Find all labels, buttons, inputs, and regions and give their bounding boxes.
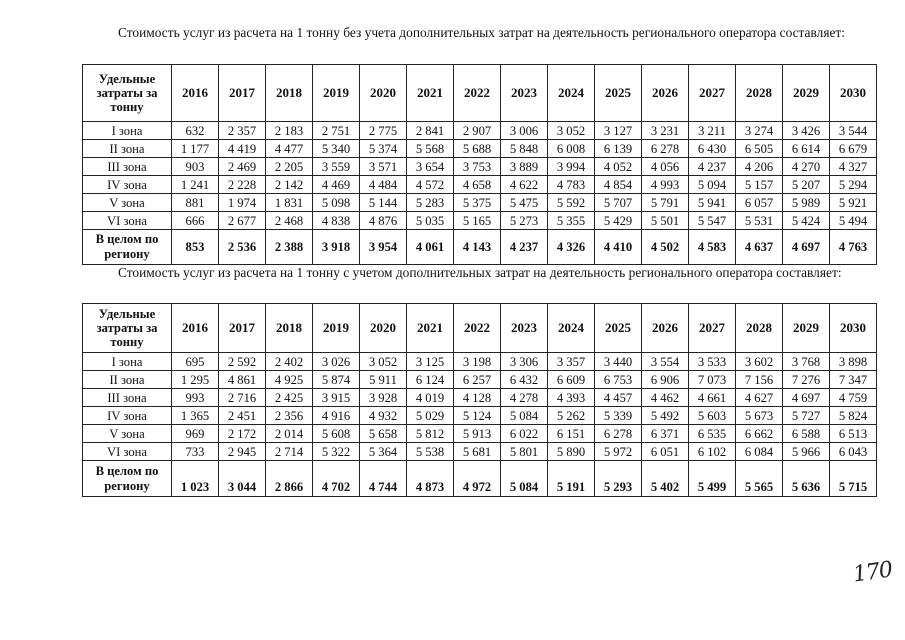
- value-cell: 5 727: [783, 407, 830, 425]
- value-cell: 5 475: [501, 194, 548, 212]
- table-row: [83, 212, 877, 230]
- value-cell: 5 921: [830, 194, 877, 212]
- value-cell: 1 365: [172, 407, 219, 425]
- value-cell: 2 205: [266, 158, 313, 176]
- year-header-cell: 2028: [736, 65, 783, 122]
- zone-label-cell: VI зона: [83, 443, 172, 461]
- value-cell: 3 198: [454, 353, 501, 371]
- value-cell: 4 838: [313, 212, 360, 230]
- value-cell: 5 824: [830, 407, 877, 425]
- value-cell: 5 812: [407, 425, 454, 443]
- value-cell: 5 972: [595, 443, 642, 461]
- value-cell: 4 469: [313, 176, 360, 194]
- value-cell: 5 603: [689, 407, 736, 425]
- value-cell: 2 142: [266, 176, 313, 194]
- zone-label-cell: III зона: [83, 389, 172, 407]
- value-cell: 5 364: [360, 443, 407, 461]
- value-cell: 5 848: [501, 140, 548, 158]
- total-value-cell: 4 873: [407, 461, 454, 497]
- year-header-cell: 2027: [689, 304, 736, 353]
- value-cell: 4 237: [689, 158, 736, 176]
- year-header-cell: 2018: [266, 304, 313, 353]
- value-cell: 6 662: [736, 425, 783, 443]
- table-row: [83, 158, 877, 176]
- value-cell: 3 026: [313, 353, 360, 371]
- value-cell: 5 801: [501, 443, 548, 461]
- value-cell: 5 094: [689, 176, 736, 194]
- value-cell: 5 157: [736, 176, 783, 194]
- value-cell: 5 913: [454, 425, 501, 443]
- year-header-cell: 2021: [407, 65, 454, 122]
- year-header-cell: 2024: [548, 65, 595, 122]
- value-cell: 6 084: [736, 443, 783, 461]
- value-cell: 5 791: [642, 194, 689, 212]
- value-cell: 6 124: [407, 371, 454, 389]
- total-value-cell: 3 044: [219, 461, 266, 497]
- value-cell: 6 102: [689, 443, 736, 461]
- value-cell: 3 554: [642, 353, 689, 371]
- value-cell: 3 533: [689, 353, 736, 371]
- value-cell: 2 356: [266, 407, 313, 425]
- value-cell: 5 492: [642, 407, 689, 425]
- value-cell: 6 609: [548, 371, 595, 389]
- table-row: [83, 371, 877, 389]
- value-cell: 3 052: [360, 353, 407, 371]
- year-header-cell: 2023: [501, 304, 548, 353]
- value-cell: 3 440: [595, 353, 642, 371]
- value-cell: 3 211: [689, 122, 736, 140]
- value-cell: 3 306: [501, 353, 548, 371]
- cost-table-without-extra-costs: [82, 64, 877, 265]
- header-cell-label: Удельные затраты за тонну: [83, 65, 172, 122]
- value-cell: 5 294: [830, 176, 877, 194]
- value-cell: 3 544: [830, 122, 877, 140]
- value-cell: 5 283: [407, 194, 454, 212]
- value-cell: 2 677: [219, 212, 266, 230]
- year-header-cell: 2020: [360, 304, 407, 353]
- total-value-cell: 4 326: [548, 230, 595, 265]
- value-cell: 7 347: [830, 371, 877, 389]
- value-cell: 2 402: [266, 353, 313, 371]
- value-cell: 5 375: [454, 194, 501, 212]
- value-cell: 4 419: [219, 140, 266, 158]
- year-header-cell: 2016: [172, 304, 219, 353]
- year-header-cell: 2025: [595, 65, 642, 122]
- value-cell: 2 714: [266, 443, 313, 461]
- value-cell: 5 568: [407, 140, 454, 158]
- year-header-cell: 2027: [689, 65, 736, 122]
- table-row: [83, 140, 877, 158]
- value-cell: 3 231: [642, 122, 689, 140]
- value-cell: 5 165: [454, 212, 501, 230]
- value-cell: 3 357: [548, 353, 595, 371]
- value-cell: 3 654: [407, 158, 454, 176]
- year-header-cell: 2020: [360, 65, 407, 122]
- value-cell: 969: [172, 425, 219, 443]
- year-header-cell: 2025: [595, 304, 642, 353]
- total-value-cell: 4 583: [689, 230, 736, 265]
- value-cell: 2 425: [266, 389, 313, 407]
- value-cell: 5 494: [830, 212, 877, 230]
- value-cell: 6 257: [454, 371, 501, 389]
- year-header-cell: 2019: [313, 304, 360, 353]
- year-header-cell: 2026: [642, 65, 689, 122]
- value-cell: 5 424: [783, 212, 830, 230]
- value-cell: 5 084: [501, 407, 548, 425]
- paragraph-without-extra-costs: [83, 24, 873, 42]
- value-cell: 5 547: [689, 212, 736, 230]
- value-cell: 4 270: [783, 158, 830, 176]
- value-cell: 6 906: [642, 371, 689, 389]
- value-cell: 3 571: [360, 158, 407, 176]
- value-cell: 5 207: [783, 176, 830, 194]
- paragraph-text: Стоимость услуг из расчета на 1 тонну с учетом дополнительных затрат на деятельность регионального оператора составляет:: [118, 265, 842, 280]
- table-row: [83, 176, 877, 194]
- table-header-row: [83, 65, 877, 122]
- value-cell: 3 898: [830, 353, 877, 371]
- value-cell: 5 707: [595, 194, 642, 212]
- table-row: [83, 443, 877, 461]
- year-header-cell: 2016: [172, 65, 219, 122]
- value-cell: 5 429: [595, 212, 642, 230]
- value-cell: 4 993: [642, 176, 689, 194]
- value-cell: 7 156: [736, 371, 783, 389]
- year-header-cell: 2021: [407, 304, 454, 353]
- total-value-cell: 853: [172, 230, 219, 265]
- value-cell: 2 775: [360, 122, 407, 140]
- value-cell: 4 128: [454, 389, 501, 407]
- value-cell: 1 974: [219, 194, 266, 212]
- year-header-cell: 2018: [266, 65, 313, 122]
- value-cell: 6 505: [736, 140, 783, 158]
- value-cell: 5 340: [313, 140, 360, 158]
- value-cell: 4 932: [360, 407, 407, 425]
- value-cell: 6 057: [736, 194, 783, 212]
- year-header-cell: 2022: [454, 304, 501, 353]
- table-row: [83, 122, 877, 140]
- total-value-cell: 4 502: [642, 230, 689, 265]
- cost-table-with-extra-costs: [82, 303, 877, 497]
- zone-label-cell: I зона: [83, 122, 172, 140]
- value-cell: 6 278: [642, 140, 689, 158]
- total-value-cell: 4 637: [736, 230, 783, 265]
- value-cell: 6 139: [595, 140, 642, 158]
- value-cell: 3 125: [407, 353, 454, 371]
- value-cell: 6 679: [830, 140, 877, 158]
- total-value-cell: 4 061: [407, 230, 454, 265]
- value-cell: 5 501: [642, 212, 689, 230]
- value-cell: 4 572: [407, 176, 454, 194]
- total-value-cell: 5 636: [783, 461, 830, 497]
- paragraph-with-extra-costs: [83, 264, 873, 282]
- value-cell: 5 966: [783, 443, 830, 461]
- value-cell: 6 051: [642, 443, 689, 461]
- value-cell: 5 941: [689, 194, 736, 212]
- value-cell: 4 783: [548, 176, 595, 194]
- value-cell: 3 559: [313, 158, 360, 176]
- total-value-cell: 5 499: [689, 461, 736, 497]
- value-cell: 3 928: [360, 389, 407, 407]
- table-total-row: [83, 230, 877, 265]
- value-cell: 2 172: [219, 425, 266, 443]
- value-cell: 6 513: [830, 425, 877, 443]
- value-cell: 5 273: [501, 212, 548, 230]
- total-value-cell: 4 972: [454, 461, 501, 497]
- value-cell: 6 371: [642, 425, 689, 443]
- zone-label-cell: I зона: [83, 353, 172, 371]
- value-cell: 6 614: [783, 140, 830, 158]
- value-cell: 5 124: [454, 407, 501, 425]
- value-cell: 5 035: [407, 212, 454, 230]
- total-value-cell: 5 191: [548, 461, 595, 497]
- value-cell: 2 014: [266, 425, 313, 443]
- value-cell: 2 945: [219, 443, 266, 461]
- value-cell: 1 177: [172, 140, 219, 158]
- year-header-cell: 2029: [783, 304, 830, 353]
- value-cell: 6 278: [595, 425, 642, 443]
- value-cell: 4 854: [595, 176, 642, 194]
- value-cell: 4 622: [501, 176, 548, 194]
- value-cell: 4 019: [407, 389, 454, 407]
- value-cell: 3 753: [454, 158, 501, 176]
- value-cell: 3 052: [548, 122, 595, 140]
- value-cell: 6 432: [501, 371, 548, 389]
- value-cell: 5 874: [313, 371, 360, 389]
- value-cell: 4 925: [266, 371, 313, 389]
- total-value-cell: 4 763: [830, 230, 877, 265]
- value-cell: 4 278: [501, 389, 548, 407]
- total-value-cell: 5 565: [736, 461, 783, 497]
- value-cell: 4 477: [266, 140, 313, 158]
- value-cell: 4 876: [360, 212, 407, 230]
- value-cell: 4 327: [830, 158, 877, 176]
- table-row: [83, 194, 877, 212]
- value-cell: 2 716: [219, 389, 266, 407]
- value-cell: 5 592: [548, 194, 595, 212]
- zone-label-cell: IV зона: [83, 176, 172, 194]
- value-cell: 3 426: [783, 122, 830, 140]
- table-row: [83, 353, 877, 371]
- value-cell: 881: [172, 194, 219, 212]
- total-label-cell: В целом по региону: [83, 461, 172, 497]
- year-header-cell: 2024: [548, 304, 595, 353]
- table-header-row: [83, 304, 877, 353]
- value-cell: 2 907: [454, 122, 501, 140]
- value-cell: 7 073: [689, 371, 736, 389]
- table-total-row: [83, 461, 877, 497]
- value-cell: 1 295: [172, 371, 219, 389]
- value-cell: 3 768: [783, 353, 830, 371]
- value-cell: 5 029: [407, 407, 454, 425]
- value-cell: 695: [172, 353, 219, 371]
- value-cell: 4 457: [595, 389, 642, 407]
- year-header-cell: 2017: [219, 304, 266, 353]
- value-cell: 1 831: [266, 194, 313, 212]
- value-cell: 6 022: [501, 425, 548, 443]
- total-value-cell: 3 918: [313, 230, 360, 265]
- year-header-cell: 2023: [501, 65, 548, 122]
- year-header-cell: 2019: [313, 65, 360, 122]
- value-cell: 4 759: [830, 389, 877, 407]
- year-header-cell: 2028: [736, 304, 783, 353]
- header-cell-label: Удельные затраты за тонну: [83, 304, 172, 353]
- value-cell: 6 043: [830, 443, 877, 461]
- value-cell: 4 661: [689, 389, 736, 407]
- value-cell: 5 144: [360, 194, 407, 212]
- value-cell: 5 681: [454, 443, 501, 461]
- total-value-cell: 4 744: [360, 461, 407, 497]
- value-cell: 733: [172, 443, 219, 461]
- value-cell: 2 841: [407, 122, 454, 140]
- value-cell: 4 916: [313, 407, 360, 425]
- value-cell: 6 535: [689, 425, 736, 443]
- value-cell: 3 602: [736, 353, 783, 371]
- value-cell: 2 357: [219, 122, 266, 140]
- value-cell: 5 355: [548, 212, 595, 230]
- total-value-cell: 4 237: [501, 230, 548, 265]
- zone-label-cell: V зона: [83, 425, 172, 443]
- total-value-cell: 4 410: [595, 230, 642, 265]
- value-cell: 5 262: [548, 407, 595, 425]
- value-cell: 4 206: [736, 158, 783, 176]
- total-value-cell: 2 388: [266, 230, 313, 265]
- total-value-cell: 5 715: [830, 461, 877, 497]
- zone-label-cell: II зона: [83, 140, 172, 158]
- value-cell: 2 592: [219, 353, 266, 371]
- value-cell: 3 994: [548, 158, 595, 176]
- year-header-cell: 2030: [830, 304, 877, 353]
- value-cell: 3 006: [501, 122, 548, 140]
- year-header-cell: 2026: [642, 304, 689, 353]
- paragraph-text: Стоимость услуг из расчета на 1 тонну без учета дополнительных затрат на деятельность регионального оператора составляет:: [118, 25, 846, 40]
- value-cell: 2 228: [219, 176, 266, 194]
- table-row: [83, 425, 877, 443]
- total-value-cell: 5 402: [642, 461, 689, 497]
- value-cell: 5 374: [360, 140, 407, 158]
- value-cell: 6 151: [548, 425, 595, 443]
- value-cell: 5 673: [736, 407, 783, 425]
- year-header-cell: 2029: [783, 65, 830, 122]
- year-header-cell: 2022: [454, 65, 501, 122]
- year-header-cell: 2017: [219, 65, 266, 122]
- value-cell: 5 531: [736, 212, 783, 230]
- handwritten-page-number: 170: [851, 557, 894, 588]
- value-cell: 632: [172, 122, 219, 140]
- value-cell: 903: [172, 158, 219, 176]
- total-value-cell: 5 084: [501, 461, 548, 497]
- value-cell: 6 753: [595, 371, 642, 389]
- total-value-cell: 5 293: [595, 461, 642, 497]
- value-cell: 4 697: [783, 389, 830, 407]
- value-cell: 5 322: [313, 443, 360, 461]
- value-cell: 6 588: [783, 425, 830, 443]
- value-cell: 5 339: [595, 407, 642, 425]
- zone-label-cell: III зона: [83, 158, 172, 176]
- value-cell: 6 008: [548, 140, 595, 158]
- value-cell: 2 183: [266, 122, 313, 140]
- value-cell: 4 861: [219, 371, 266, 389]
- value-cell: 5 098: [313, 194, 360, 212]
- total-value-cell: 4 702: [313, 461, 360, 497]
- total-value-cell: 1 023: [172, 461, 219, 497]
- value-cell: 2 468: [266, 212, 313, 230]
- value-cell: 2 751: [313, 122, 360, 140]
- value-cell: 4 484: [360, 176, 407, 194]
- total-value-cell: 4 143: [454, 230, 501, 265]
- value-cell: 2 451: [219, 407, 266, 425]
- zone-label-cell: II зона: [83, 371, 172, 389]
- table-row: [83, 389, 877, 407]
- value-cell: 4 462: [642, 389, 689, 407]
- value-cell: 6 430: [689, 140, 736, 158]
- value-cell: 5 608: [313, 425, 360, 443]
- value-cell: 3 915: [313, 389, 360, 407]
- value-cell: 4 658: [454, 176, 501, 194]
- value-cell: 5 890: [548, 443, 595, 461]
- value-cell: 4 056: [642, 158, 689, 176]
- total-value-cell: 2 866: [266, 461, 313, 497]
- value-cell: 666: [172, 212, 219, 230]
- value-cell: 2 469: [219, 158, 266, 176]
- value-cell: 4 052: [595, 158, 642, 176]
- value-cell: 3 127: [595, 122, 642, 140]
- total-value-cell: 2 536: [219, 230, 266, 265]
- value-cell: 5 538: [407, 443, 454, 461]
- total-value-cell: 4 697: [783, 230, 830, 265]
- value-cell: 5 658: [360, 425, 407, 443]
- zone-label-cell: IV зона: [83, 407, 172, 425]
- value-cell: 1 241: [172, 176, 219, 194]
- value-cell: 4 393: [548, 389, 595, 407]
- value-cell: 5 688: [454, 140, 501, 158]
- value-cell: 7 276: [783, 371, 830, 389]
- value-cell: 5 911: [360, 371, 407, 389]
- value-cell: 4 627: [736, 389, 783, 407]
- total-value-cell: 3 954: [360, 230, 407, 265]
- total-label-cell: В целом по региону: [83, 230, 172, 265]
- table-row: [83, 407, 877, 425]
- value-cell: 3 274: [736, 122, 783, 140]
- zone-label-cell: VI зона: [83, 212, 172, 230]
- value-cell: 993: [172, 389, 219, 407]
- value-cell: 5 989: [783, 194, 830, 212]
- year-header-cell: 2030: [830, 65, 877, 122]
- value-cell: 3 889: [501, 158, 548, 176]
- zone-label-cell: V зона: [83, 194, 172, 212]
